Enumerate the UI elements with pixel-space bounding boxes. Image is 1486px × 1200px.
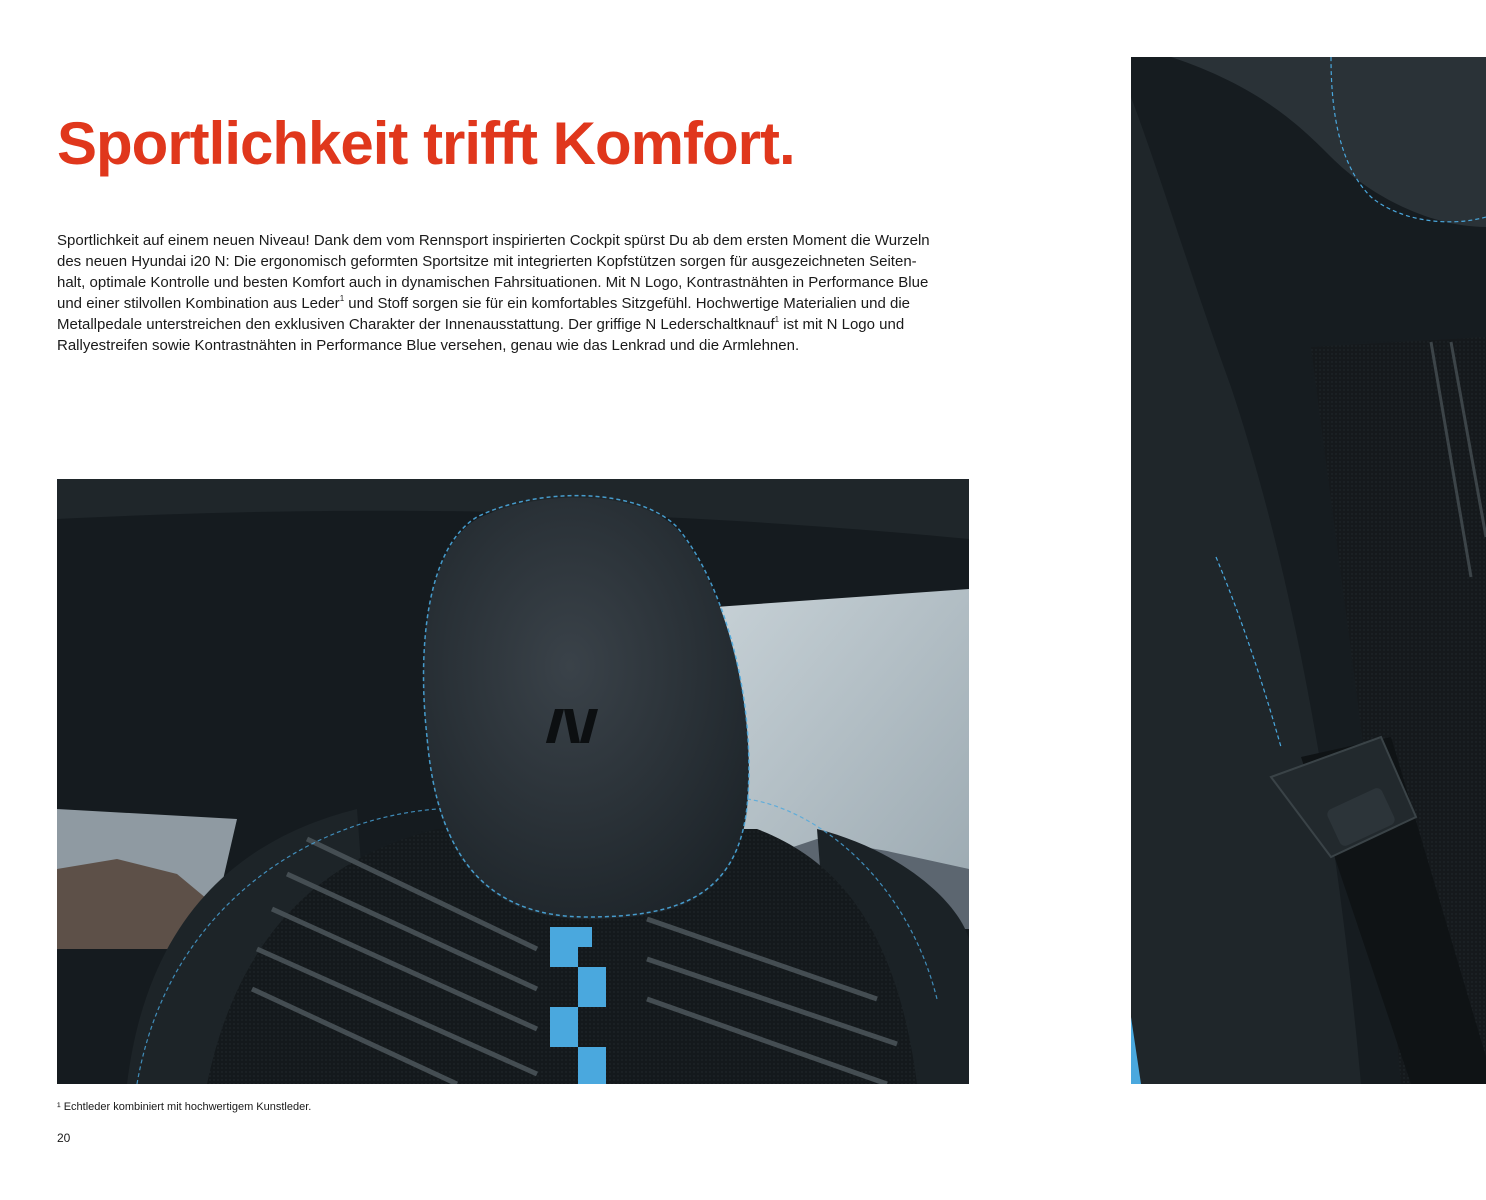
footnote: ¹ Echtleder kombiniert mit hochwertigem Kunstleder. <box>57 1101 312 1113</box>
body-paragraph <box>57 230 972 356</box>
seat-belt-photo <box>1131 57 1486 1084</box>
body-line <box>57 293 972 314</box>
body-line: Rallyestreifen sowie Kontrastnähten in Performance Blue versehen, genau wie das Lenkrad und die Armlehnen. <box>57 337 800 354</box>
page-headline: Sportlichkeit trifft Komfort. <box>57 110 795 177</box>
seat-headrest-photo <box>57 479 969 1084</box>
body-line: Sportlichkeit auf einem neuen Niveau! Dank dem vom Rennsport inspirierten Cockpit spürst Du ab dem ersten Moment die Wurzeln <box>57 232 930 249</box>
body-line-part: und Stoff sorgen sie für ein komfortables Sitzgefühl. Hochwertige Materialien und die <box>344 295 911 312</box>
body-line <box>57 314 972 335</box>
footnote-marker: 1 <box>339 294 345 303</box>
body-line: halt, optimale Kontrolle und besten Komfort auch in dynamischen Fahrsituationen. Mit N Logo, Kontrastnähten in Performance Blue <box>57 274 929 291</box>
footnote-marker: 1 <box>774 315 780 324</box>
body-line-part: Metallpedale unterstreichen den exklusiven Charakter der Innenausstattung. Der griffige N Lederschaltknauf <box>57 316 775 333</box>
body-line: des neuen Hyundai i20 N: Die ergonomisch geformten Sportsitze mit integrierten Kopfstützen sorgen für ausgezeichneten Seiten- <box>57 253 917 270</box>
page-number: 20 <box>57 1131 71 1145</box>
body-line-part: ist mit N Logo und <box>779 316 905 333</box>
body-line-part: und einer stilvollen Kombination aus Leder <box>57 295 340 312</box>
